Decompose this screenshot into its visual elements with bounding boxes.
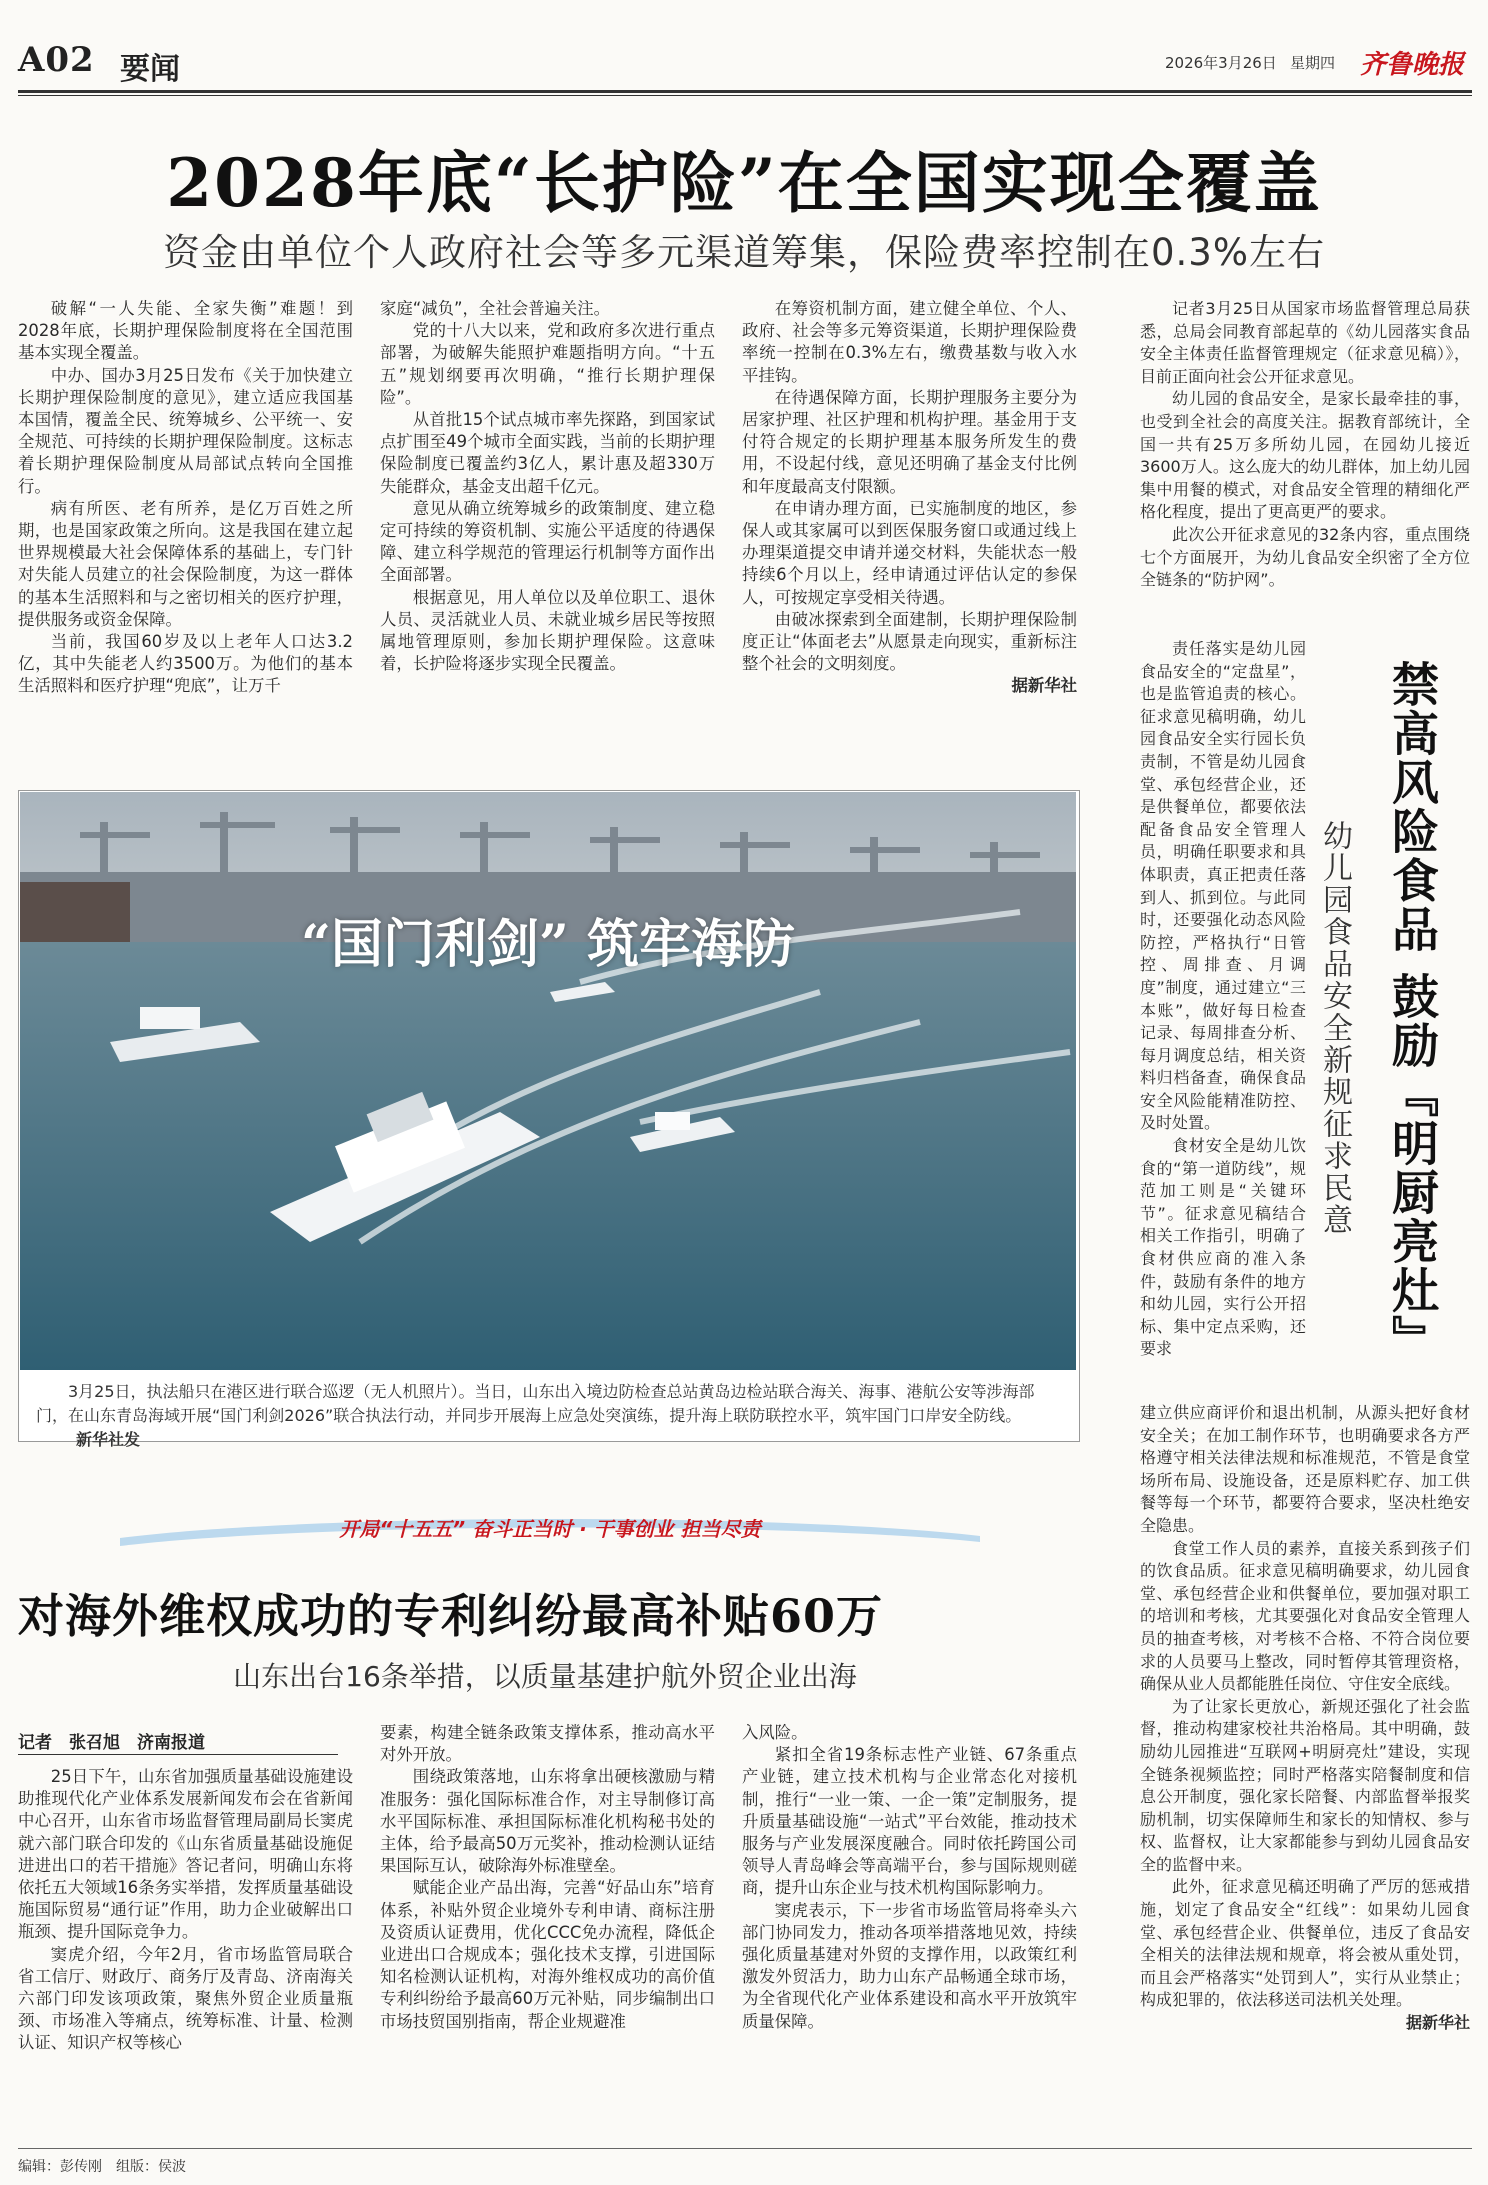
issue-date: 2026年3月26日 xyxy=(1165,54,1277,72)
issue-weekday: 星期四 xyxy=(1290,54,1336,72)
caption-credit: 新华社发 xyxy=(76,1430,141,1449)
paragraph: 围绕政策落地，山东将拿出硬核激励与精准服务：强化国际标准合作，对主导制修订高水平国际标准、承担国际标准化机构秘书处的主体，给予最高50万元奖补，推动检测认证结果国际互认，破除海外标准壁垒。 xyxy=(380,1767,715,1876)
paragraph: 意见从确立统筹城乡的政策制度、建立稳定可持续的筹资机制、实施公平适度的待遇保障、建立科学规范的管理运行机制等方面作出全面部署。 xyxy=(380,498,715,585)
page-code: A02 xyxy=(18,40,95,80)
harbor-patrol-image xyxy=(20,792,1076,1370)
header-rule xyxy=(18,90,1472,93)
side-subheadline: 幼儿园食品安全新规征求民意 xyxy=(1317,820,1352,1236)
byline-rule xyxy=(18,1754,338,1755)
paragraph: 入风险。 xyxy=(742,1723,808,1742)
side-column-bottom xyxy=(1140,1402,1470,2035)
paragraph: 中办、国办3月25日发布《关于加快建立长期护理保险制度的意见》，建立适应我国基本国情，覆盖全民、统筹城乡、公平统一、安全规范、可持续的长期护理保险制度。这标志着长期护理保险制度从局部试点转向全国推行。 xyxy=(18,365,353,496)
lead-subheadline: 资金由单位个人政府社会等多元渠道筹集，保险费率控制在0.3%左右 xyxy=(163,231,1325,274)
article2-column-2 xyxy=(380,1722,715,2033)
article2-headline: 对海外维权成功的专利纠纷最高补贴60万 xyxy=(18,1589,884,1643)
lead-column-3 xyxy=(742,298,1077,698)
paragraph: 记者3月25日从国家市场监督管理总局获悉，总局会同教育部起草的《幼儿园落实食品安全主体责任监督管理规定（征求意见稿）》，目前正面向社会公开征求意见。 xyxy=(1140,299,1470,386)
paragraph: 病有所医、老有所养，是亿万百姓之所期，也是国家政策之所向。这是我国在建立起世界规模最大社会保障体系的基础上，专门针对失能人员建立的社会保险制度，为这一群体的基本生活照料和与之密切相关的医疗护理，提供服务或资金保障。 xyxy=(18,498,353,629)
photo-overlay-title: “国门利剑” 筑牢海防 xyxy=(301,914,795,975)
article2-subheadline: 山东出台16条举措，以质量基建护航外贸企业出海 xyxy=(233,1660,857,1693)
paragraph: 在申请办理方面，已实施制度的地区，参保人或其家属可以到医保服务窗口或通过线上办理渠道提交申请并递交材料，失能状态一般持续6个月以上，经申请通过评估认定的参保人，可按规定享受相关待遇。 xyxy=(742,498,1077,607)
lead-headline: 2028年底“长护险”在全国实现全覆盖 xyxy=(166,144,1322,222)
editor-credit: 编辑：彭传刚 组版：侯波 xyxy=(18,2159,186,2175)
lead-source: 据新华社 xyxy=(1011,676,1077,696)
paragraph: 破解“一人失能、全家失衡”难题！到2028年底，长期护理保险制度将在全国范围基本实现全覆盖。 xyxy=(18,299,353,363)
side-headline: 禁高风险食品 鼓励『明厨亮灶』 xyxy=(1384,660,1439,1365)
paragraph: 窦虎表示，下一步省市场监管局将牵头六部门协同发力，推动各项举措落地见效，持续强化质量基建对外贸的支撑作用，以政策红利激发外贸活力，助力山东产品畅通全球市场，为全省现代化产业体系建设和高水平开放筑牢质量保障。 xyxy=(742,1900,1077,2031)
caption-text: 3月25日，执法船只在港区进行联合巡逻（无人机照片）。当日，山东出入境边防检查总站黄岛边检站联合海关、海事、港航公安等涉海部门，在山东青岛海域开展“国门利剑2026”联合执法行动，并同步开展海上应急处突演练，提升海上联防联控水平，筑牢国门口岸安全防线。 xyxy=(36,1382,1035,1425)
paragraph: 食堂工作人员的素养，直接关系到孩子们的饮食品质。征求意见稿明确要求，幼儿园食堂、承包经营企业和供餐单位，要加强对职工的培训和考核，尤其要强化对食品安全管理人员的抽查考核，对考核不合格、不符合岗位要求的人员要马上整改，同时暂停其管理资格，确保从业人员都能胜任岗位、守住安全底线。 xyxy=(1140,1538,1470,1694)
article2-byline: 记者 张召旭 济南报道 xyxy=(18,1733,205,1753)
paragraph: 此外，征求意见稿还明确了严厉的惩戒措施，划定了食品安全“红线”：如果幼儿园食堂、承包经营企业、供餐单位，违反了食品安全相关的法律法规和规章，将会被从重处罚，而且会严格落实“处罚到人”，实行从业禁止；构成犯罪的，依法移送司法机关处理。 xyxy=(1140,1877,1470,2010)
paragraph: 家庭“减负”，全社会普遍关注。 xyxy=(380,299,611,318)
paragraph: 窦虎介绍，今年2月，省市场监管局联合省工信厅、财政厅、商务厅及青岛、济南海关六部门印发该项政策，聚焦外贸企业质量瓶颈、市场准入等痛点，统筹标准、计量、检测认证、知识产权等核心 xyxy=(18,1944,353,2053)
paragraph: 从首批15个试点城市率先探路，到国家试点扩围至49个城市全面实践，当前的长期护理保险制度已覆盖约3亿人，累计惠及超330万失能群众，基金支出超千亿元。 xyxy=(380,410,715,496)
newspaper-logo: 齐鲁晚报 xyxy=(1360,50,1465,80)
paragraph: 25日下午，山东省加强质量基础设施建设助推现代化产业体系发展新闻发布会在省新闻中心召开，山东省市场监督管理局副局长窦虎就六部门联合印发的《山东省质量基础设施促进进出口的若干措施》答记者问，明确山东将依托五大领域16条务实举措，发挥质量基础设施国际贸易“通行证”作用，助力企业破解出口瓶颈、提升国际竞争力。 xyxy=(18,1767,353,1942)
footer-rule xyxy=(18,2148,1472,2149)
article2-column-1 xyxy=(18,1766,353,2055)
paragraph: 建立供应商评价和退出机制，从源头把好食材安全关；在加工制作环节，也明确要求各方严格遵守相关法律法规和标准规范，不管是食堂场所布局、设施设备，还是原料贮存、加工供餐等每一个环节，都要符合要求，坚决杜绝安全隐患。 xyxy=(1140,1403,1470,1535)
paragraph: 当前，我国60岁及以上老年人口达3.2亿，其中失能老人约3500万。为他们的基本生活照料和医疗护理“兜底”，让万千 xyxy=(18,632,353,696)
side-column-narrow xyxy=(1140,638,1306,1361)
paragraph: 根据意见，用人单位以及单位职工、退休人员、灵活就业人员、未就业城乡居民等按照属地管理原则，参加长期护理保险。这意味着，长护险将逐步实现全民覆盖。 xyxy=(380,587,715,674)
photo-caption xyxy=(36,1380,1066,1452)
paragraph: 食材安全是幼儿饮食的“第一道防线”，规范加工则是“关键环节”。征求意见稿结合相关工作指引，明确了食材供应商的准入条件，鼓励有条件的地方和幼儿园，实行公开招标、集中定点采购，还要求 xyxy=(1140,1136,1306,1359)
header-rule-thin xyxy=(18,95,1472,96)
paragraph: 党的十八大以来，党和政府多次进行重点部署，为破解失能照护难题指明方向。“十五五”规划纲要再次明确，“推行长期护理保险”。 xyxy=(380,321,715,407)
news-photo xyxy=(20,792,1076,1370)
paragraph: 此次公开征求意见的32条内容，重点围绕七个方面展开，为幼儿食品安全织密了全方位全链条的“防护网”。 xyxy=(1140,524,1470,590)
side-column-top xyxy=(1140,298,1470,592)
paragraph: 要素，构建全链条政策支撑体系，推动高水平对外开放。 xyxy=(380,1723,715,1765)
paragraph: 幼儿园的食品安全，是家长最牵挂的事，也受到全社会的高度关注。据教育部统计，全国一共有25万多所幼儿园，在园幼儿接近3600万人。这么庞大的幼儿群体，加上幼儿园集中用餐的模式，对食品安全管理的精细化严格化程度，提出了更高更严的要求。 xyxy=(1140,389,1470,522)
lead-column-2 xyxy=(380,298,715,675)
section-name: 要闻 xyxy=(120,52,180,87)
article2-column-3 xyxy=(742,1722,1077,2033)
paragraph: 责任落实是幼儿园食品安全的“定盘星”，也是监管追责的核心。征求意见稿明确，幼儿园食品安全实行园长负责制，不管是幼儿园食堂、承包经营企业，还是供餐单位，都要依法配备食品安全管理人员，明确任职要求和具体职责，真正把责任落到人、抓到位。与此同时，还要强化动态风险防控，严格执行“日管控、周排查、月调度”制度，通过建立“三本账”，做好每日检查记录、每周排查分析、每月调度总结，相关资料归档备查，确保食品安全风险能精准防控、及时处置。 xyxy=(1140,639,1306,1133)
paragraph: 紧扣全省19条标志性产业链、67条重点产业链，建立技术机构与企业常态化对接机制，推行“一业一策、一企一策”定制服务，提升质量基础设施“一站式”平台效能，推动技术服务与产业发展深度融合。同时依托跨国公司领导人青岛峰会等高端平台，参与国际规则磋商，提升山东企业与技术机构国际影响力。 xyxy=(742,1745,1077,1898)
paragraph: 在筹资机制方面，建立健全单位、个人、政府、社会等多元筹资渠道，长期护理保险费率统一控制在0.3%左右，缴费基数与收入水平挂钩。 xyxy=(742,299,1077,385)
paragraph: 赋能企业产品出海，完善“好品山东”培育体系，补贴外贸企业境外专利申请、商标注册及资质认证费用，优化CCC免办流程，降低企业进出口合规成本；强化技术支撑，引进国际知名检测认证机构，对海外维权成功的高价值专利纠纷给予最高60万元补贴，同步编制出口市场技贸国别指南，帮企业规避准 xyxy=(380,1878,715,2031)
paragraph: 在待遇保障方面，长期护理服务主要分为居家护理、社区护理和机构护理。基金用于支付符合规定的长期护理基本服务所发生的费用，不设起付线，意见还明确了基金支付比例和年度最高支付限额。 xyxy=(742,387,1077,496)
paragraph: 由破冰探索到全面建制，长期护理保险制度正让“体面老去”从愿景走向现实，重新标注整个社会的文明刻度。 xyxy=(742,609,1077,674)
paragraph: 为了让家长更放心，新规还强化了社会监督，推动构建家校社共治格局。其中明确，鼓励幼儿园推进“互联网+明厨亮灶”建设，实现全链条视频监控；同时严格落实陪餐制度和信息公开制度，强化家长陪餐、内部监督举报奖励机制，切实保障师生和家长的知情权、参与权、监督权，让大家都能参与到幼儿园食品安全的监督中来。 xyxy=(1140,1696,1470,1874)
banner-text: 开局“十五五” 奋斗正当时 · 干事创业 担当尽责 xyxy=(339,1517,761,1541)
lead-column-1 xyxy=(18,298,353,698)
campaign-banner xyxy=(120,1508,980,1550)
side-source: 据新华社 xyxy=(1405,2013,1470,2033)
